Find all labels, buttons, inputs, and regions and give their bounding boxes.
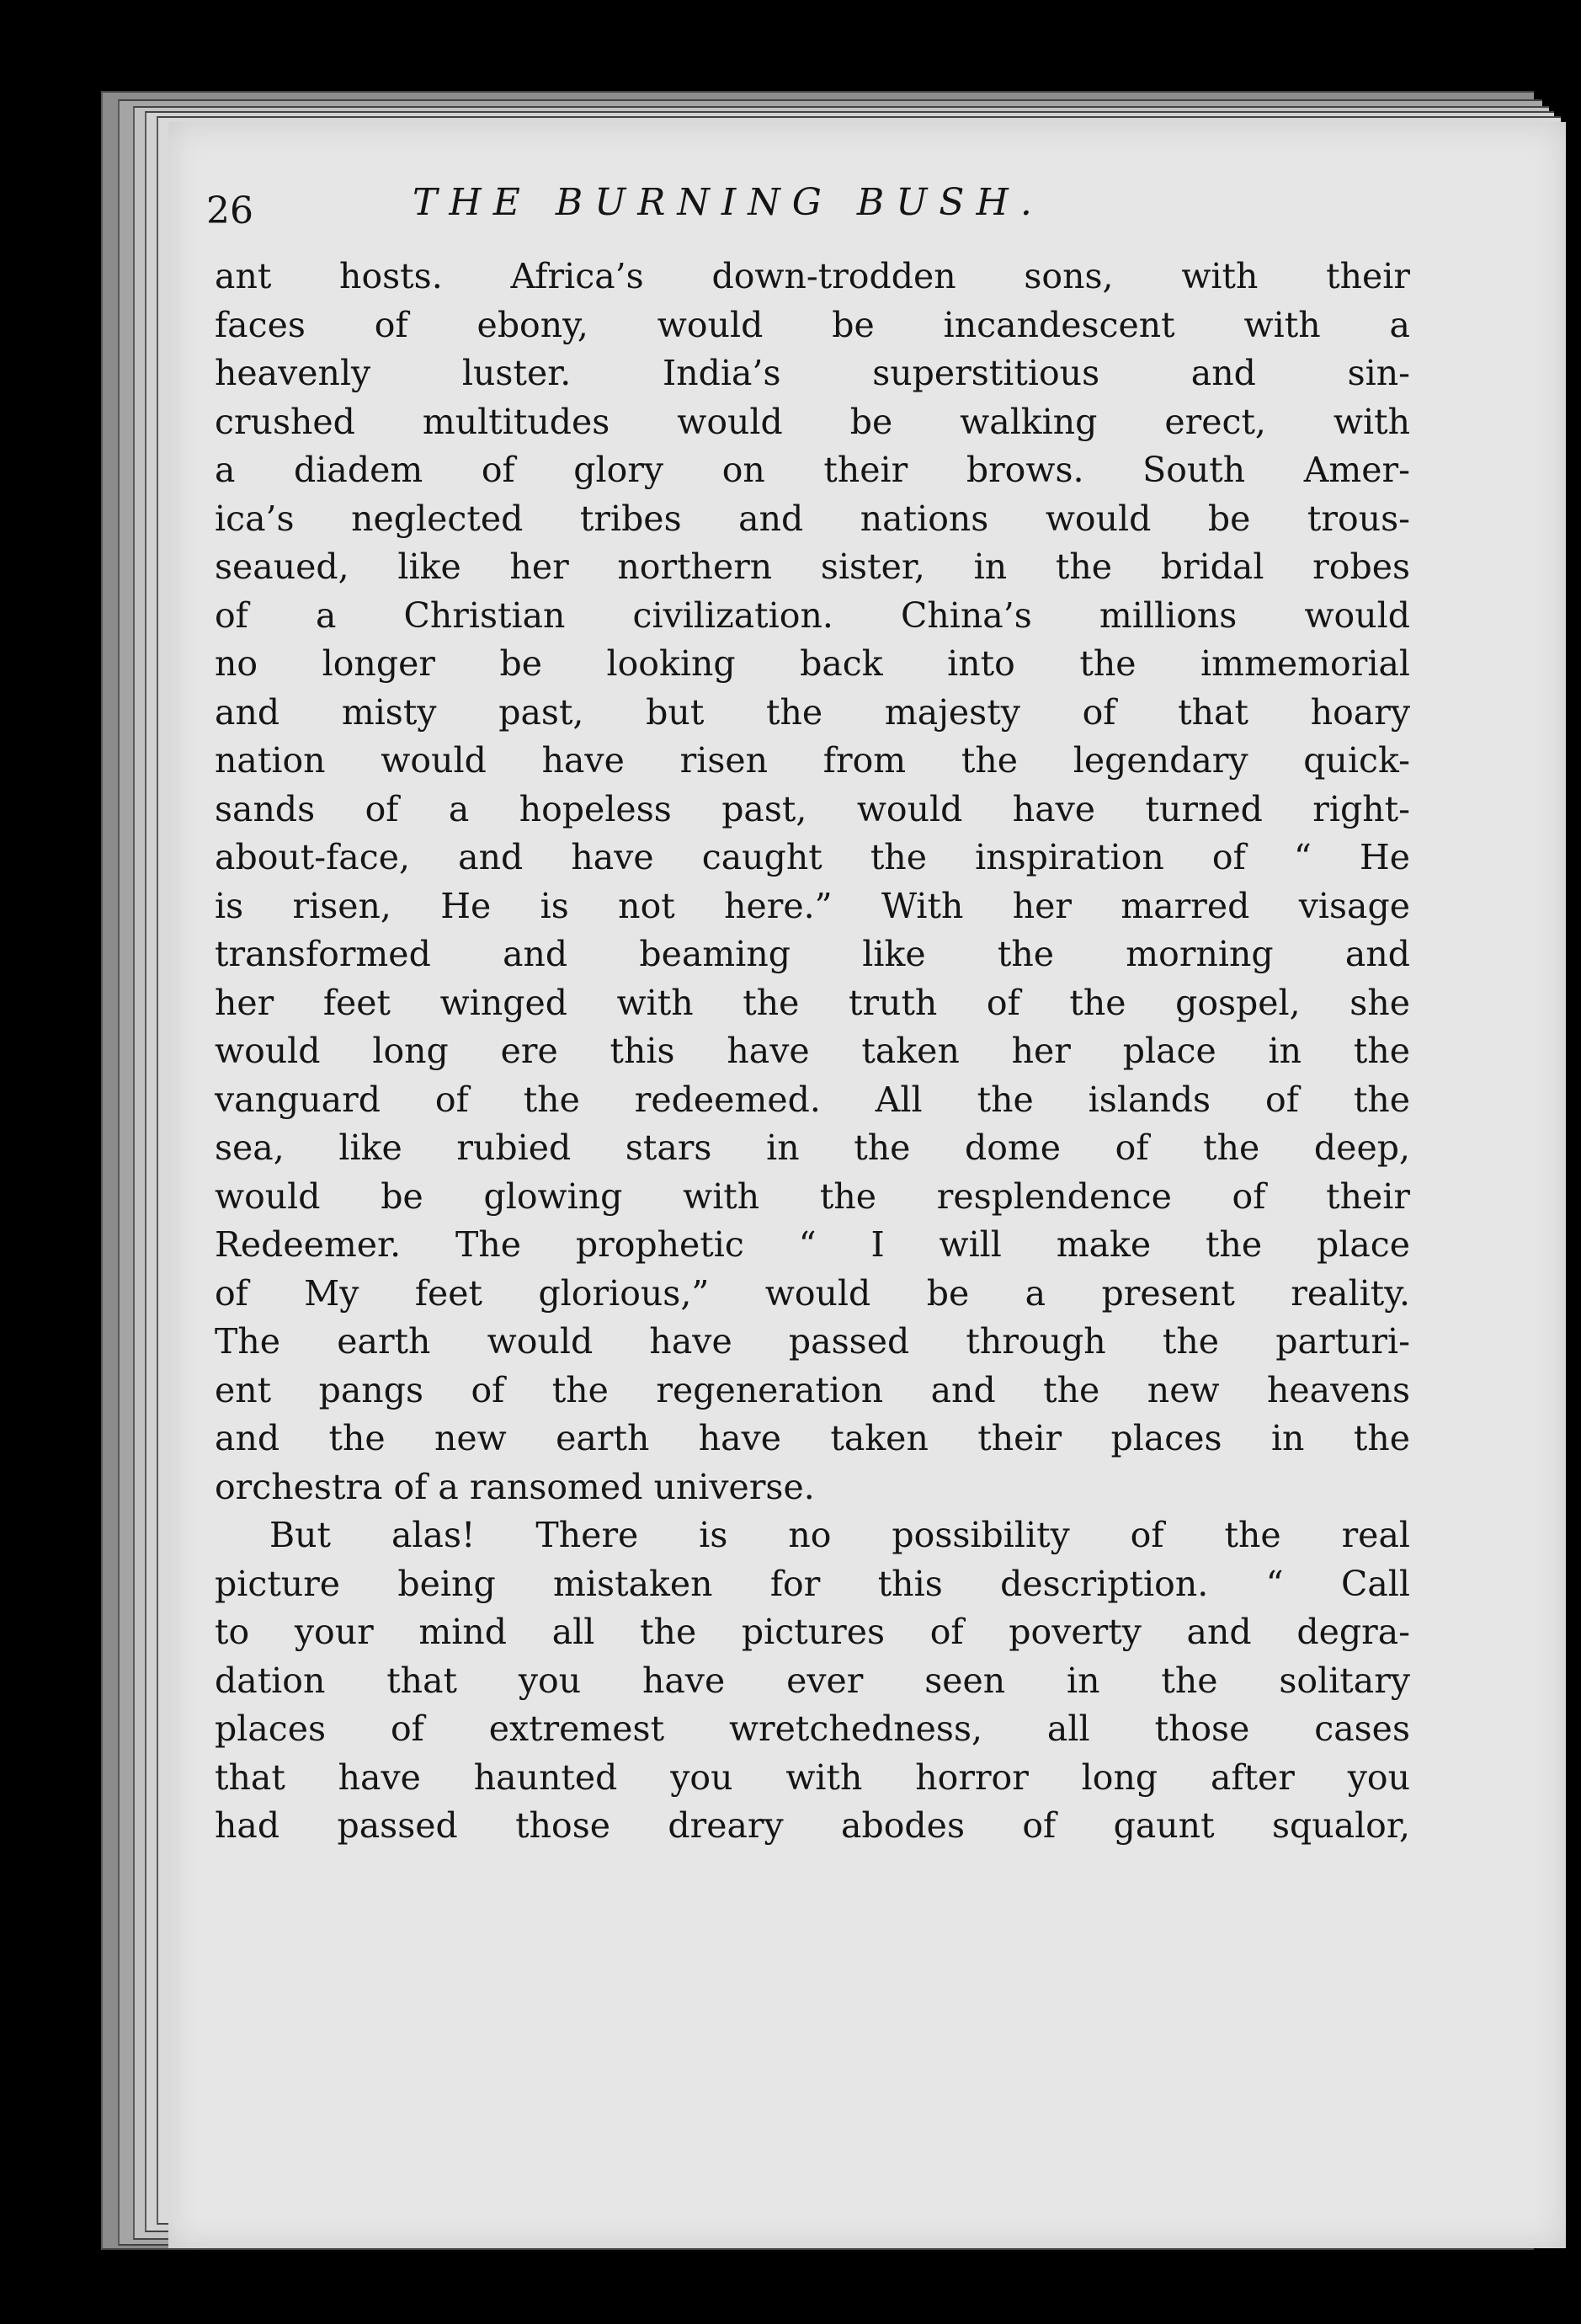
text-line: her feet winged with the truth of the gospel, she [215, 982, 1410, 1023]
text-line: no longer be looking back into the immemorial [215, 643, 1410, 684]
text-line: nation would have risen from the legendary quick- [215, 740, 1410, 781]
text-line: transformed and beaming like the morning and [215, 934, 1410, 974]
text-line: seaued, like her northern sister, in the bridal robes [215, 546, 1410, 587]
page-number: 26 [206, 189, 253, 232]
text-line: faces of ebony, would be incandescent with a [215, 304, 1410, 345]
text-line: orchestra of a ransomed universe. [215, 1466, 815, 1507]
text-line: a diadem of glory on their brows. South Amer- [215, 450, 1410, 490]
text-line: about-face, and have caught the inspiration of “ He [215, 837, 1410, 877]
text-line: and misty past, but the majesty of that hoary [215, 691, 1410, 733]
text-line: of a Christian civilization. China’s millions would [215, 594, 1410, 636]
text-line: is risen, He is not here.” With her marred visage [215, 885, 1410, 926]
text-line: Redeemer. The prophetic “ I will make the place [215, 1224, 1410, 1265]
text-line: to your mind all the pictures of poverty and degra- [215, 1612, 1410, 1652]
text-line: would long ere this have taken her place in the [215, 1031, 1410, 1071]
text-line: and the new earth have taken their places in the [215, 1418, 1410, 1458]
text-line: ant hosts. Africa’s down-trodden sons, with their [215, 256, 1410, 296]
text-line: ica’s neglected tribes and nations would be trous- [215, 498, 1410, 539]
running-head: THE BURNING BUSH. [413, 181, 1044, 224]
text-line: The earth would have passed through the parturi- [215, 1321, 1410, 1362]
text-line: heavenly luster. India’s superstitious and sin- [215, 353, 1410, 393]
text-line: But alas! There is no possibility of the real [269, 1515, 1410, 1555]
text-line: had passed those dreary abodes of gaunt squalor, [215, 1805, 1410, 1846]
text-line: of My feet glorious,” would be a present reality. [215, 1272, 1410, 1314]
text-line: sands of a hopeless past, would have turned right- [215, 788, 1410, 829]
text-line: vanguard of the redeemed. All the islands of the [215, 1079, 1410, 1120]
text-line: places of extremest wretchedness, all those cases [215, 1708, 1410, 1749]
text-line: sea, like rubied stars in the dome of the deep, [215, 1127, 1410, 1168]
page-header [206, 181, 1216, 240]
text-line: crushed multitudes would be walking erect, with [215, 401, 1410, 442]
text-line: picture being mistaken for this description. “ Call [215, 1563, 1410, 1604]
body-text [215, 253, 1410, 1851]
text-line: ent pangs of the regeneration and the new heavens [215, 1369, 1410, 1410]
text-line: would be glowing with the resplendence of their [215, 1175, 1410, 1217]
text-line: dation that you have ever seen in the solitary [215, 1660, 1410, 1701]
text-line: that have haunted you with horror long after you [215, 1756, 1410, 1798]
